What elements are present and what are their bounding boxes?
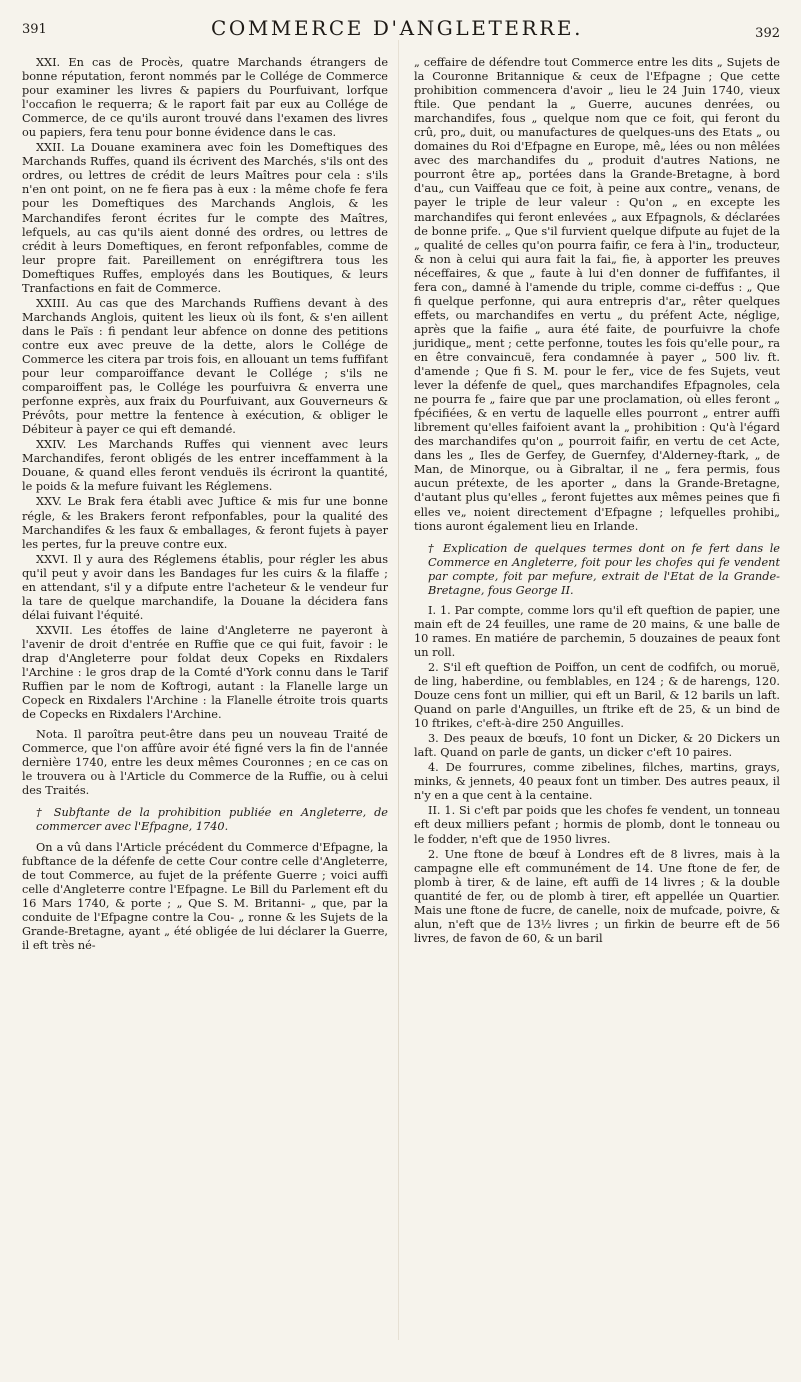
item-i-3: 3. Des peaux de bœufs, 10 font un Dicker, & 20 Dickers un laft. Quand on parle de gants, un dicker c'eft 10 paires.	[414, 732, 780, 760]
article-xxiii: XXIII. Au cas que des Marchands Ruffiens devant à des Marchands Anglois, quitent les lieux où ils font, & s'en aillent dans le Païs : fi pendant leur abfence on donne des petitions contre eux avec preuve de la dette, alors le Collége de Commerce les citera par trois fois, en allouant un tems fuffifant pour leur comparoiffance devant le Collége ; s'ils ne comparoiffent pas, le Collége les pourfuivra & enverra une perfonne exprès, aux fraix du Pourfuivant, aux Gouverneurs & Prévôts, pour mettre la fentence à exécution, & obliger le Débiteur à payer ce qui eft demandé.	[22, 296, 388, 437]
page-number-left: 391	[22, 22, 47, 37]
item-i-1: I. 1. Par compte, comme lors qu'il eft queftion de papier, une main eft de 24 feuilles, une rame de 20 mains, & une balle de 10 rames. En matiére de parchemin, 5 douzaines de peaux font un roll.	[414, 603, 780, 659]
nota-paragraph: Nota. Il paroîtra peut-être dans peu un nouveau Traité de Commerce, que l'on affûre avoir été figné vers la fin de l'année dernière 1740, entre les deux mêmes Couronnes ; en ce cas on le trouvera ou à l'Article du Commerce de la Ruffie, ou à celui des Traités.	[22, 728, 388, 798]
article-xxii: XXII. La Douane examinera avec foin les Domeftiques des Marchands Ruffes, quand ils écrivent des Marchés, s'ils ont des ordres, ou lettres de crédit de leurs Maîtres pour cela : s'ils n'en ont point, on ne fe fiera pas à eux : la même chofe fe fera pour les Domeftiques des Marchands Anglois, & les Marchandifes feront écrites fur le compte des Maîtres, lefquels, au cas qu'ils aient donné des ordres, ou lettres de crédit à leurs Domeftiques, en feront refponfables, comme de leur propre fait. Pareillement on enrégiftrera tous les Domeftiques Ruffes, employés dans les Boutiques, & leurs Tranfactions en fait de Commerce.	[22, 141, 388, 295]
item-i-2: 2. S'il eft queftion de Poiffon, un cent de codfifch, ou moruë, de ling, haberdine, ou femblables, en 124 ; & de harengs, 120. Douze cens font un millier, qui eft un Baril, & 12 barils un laft. Quand on parle d'Anguilles, un ftrike eft de 25, & un bind de 10 ftrikes, c'eft-à-dire 250 Anguilles.	[414, 660, 780, 731]
article-xxiv: XXIV. Les Marchands Ruffes qui viennent avec leurs Marchandifes, feront obligés de les entrer inceffamment à la Douane, & quand elles feront venduës ils écriront la quantité, le poids & la mefure fuivant les Réglemens.	[22, 438, 388, 494]
item-ii-2: 2. Une ftone de bœuf à Londres eft de 8 livres, mais à la campagne elle eft communément de 14. Une ftone de fer, de plomb à tirer, & de laine, eft auffi de 14 livres ; & la double quantité de fer, ou de plomb à tirer, eft appellée un Quartier. Mais une ftone de fucre, de canelle, noix de mufcade, poivre, & alun, n'eft que de 13½ livres ; un firkin de beurre eft de 56 livres, de favon de 60, & un baril	[414, 847, 780, 945]
prohibition-paragraph: On a vû dans l'Article précédent du Commerce d'Efpagne, la fubftance de la défenfe de cette Cour contre celle d'Angleterre, de tout Commerce, au fujet de la préfente Guerre ; voici auffi celle d'Angleterre contre l'Efpagne. Le Bill du Parlement eft du 16 Mars 1740, & porte ; „ Que S. M. Britanni- „ que, par la conduite de l'Efpagne contre la Cou- „ ronne & les Sujets de la Grande-Bretagne, ayant „ été obligée de lui déclarer la Guerre, il eft très né-	[22, 840, 388, 952]
left-column	[22, 56, 388, 954]
right-column	[414, 56, 780, 947]
running-title: COMMERCE D'ANGLETERRE.	[210, 16, 584, 40]
page-gutter	[398, 40, 399, 1340]
section-heading-explication: † Explication de quelques termes dont on fe fert dans le Commerce en Angleterre, foit pour les chofes qui fe vendent par compte, foit par mefure, extrait de l'Etat de la Grande-Bretagne, fous George II.	[428, 541, 780, 597]
item-i-4: 4. De fourrures, comme zibelines, filches, martins, grays, minks, & jennets, 40 peaux font un timber. Des autres peaux, il n'y en a que cent à la centaine.	[414, 761, 780, 803]
article-xxvii: XXVII. Les étoffes de laine d'Angleterre ne payeront à l'avenir de droit d'entrée en Ruffie que ce qui fuit, favoir : le drap d'Angleterre pour foldat deux Copeks en Rixdalers l'Archine : le gros drap de la Comté d'York connu dans le Tarif Ruffien par le nom de Koftrogi, autant : la Flanelle large un Copeck en Rixdalers l'Archine : la Flanelle étroite trois quarts de Copecks en Rixdalers l'Archine.	[22, 623, 388, 722]
item-ii-1: II. 1. Si c'eft par poids que les chofes fe vendent, un tonneau eft deux milliers pefant ; hormis de plomb, dont le tonneau ou le fodder, n'eft que de 1950 livres.	[414, 804, 780, 846]
article-xxv: XXV. Le Brak fera établi avec Juftice & mis fur une bonne régle, & les Brakers feront refponfables, pour la qualité des Marchandifes & les faux & emballages, & feront fujets à payer les pertes, fur la preuve contre eux.	[22, 495, 388, 551]
article-xxi: XXI. En cas de Procès, quatre Marchands étrangers de bonne réputation, feront nommés par le Collége de Commerce pour examiner les livres & papiers du Pourfuivant, lorfque l'occafion le requerra; & le raport fait par eux au Collége de Commerce, de ce qu'ils auront trouvé dans l'examen des livres ou papiers, fera tenu pour bonne évidence dans le cas.	[22, 56, 388, 140]
running-header	[22, 10, 782, 54]
section-heading-prohibition: † Subftante de la prohibition publiée en Angleterre, de commercer avec l'Efpagne, 1740.	[36, 806, 388, 834]
page-number-right: 392	[755, 26, 780, 41]
article-xxvi: XXVI. Il y aura des Réglemens établis, pour régler les abus qu'il peut y avoir dans les Bandages fur les cuirs & la filaffe ; en attendant, s'il y a difpute entre l'acheteur & le vendeur fur la tare de quelque marchandife, la Douane la décidera fans délai fuivant l'équité.	[22, 552, 388, 622]
prohibition-continued: „ ceffaire de défendre tout Commerce entre les dits „ Sujets de la Couronne Britannique & ceux de l'Efpagne ; Que cette prohibition commencera d'avoir „ lieu le 24 Juin 1740, vieux ftile. Que pendant la „ Guerre, aucunes denrées, ou marchandifes, fous „ quelque nom que ce foit, qui feront du crû, pro„ duit, ou manufactures de quelques-uns des Etats „ ou domaines du Roi d'Efpagne en Europe, mê„ lées ou non mêlées avec des marchandifes du „ produit d'autres Nations, ne pourront être ap„ portées dans la Grande-Bretagne, à bord d'au„ cun Vaiffeau que ce foit, à peine aux contre„ venans, de payer le triple de leur valeur : Qu'on „ en excepte les marchandifes qui feront enlevées „ aux Efpagnols, & déclarées de bonne prife. „ Que s'il furvient quelque difpute au fujet de la „ qualité de celles qu'on pourra faifir, ce fera à l'in„ troducteur, & non à celui qui aura fait la fai„ fie, à apporter les preuves néceffaires, & que „ faute à lui d'en donner de fuffifantes, il fera con„ damné à l'amende du triple, comme ci-deffus : „ Que fi quelque perfonne, qui aura entrepris d'ar„ rêter quelques effets, ou marchandifes en vertu „ du préfent Acte, néglige, après que la faifie „ aura été faite, de pourfuivre la chofe juridique„ ment ; cette perfonne, toutes les fois qu'elle pour„ ra en être convaincuë, fera condamnée à payer „ 500 liv. ft. d'amende ; Que fi S. M. pour le fer„ vice de fes Sujets, veut lever la défenfe de quel„ ques marchandifes Efpagnoles, cela ne pourra fe „ faire que par une proclamation, où elles feront „ fpécifiées, & en vertu de laquelle elles pourront „ entrer auffi librement qu'elles faifoient avant la „ prohibition : Qu'à l'égard des marchandifes qu'on „ pourroit faifir, en vertu de cet Acte, dans les „ Iles de Gerfey, de Guernfey, d'Alderney-ftark, „ de Man, de Minorque, ou à Gibraltar, il ne „ fera permis, fous aucun prétexte, de les aporter „ dans la Grande-Bretagne, d'autant plus qu'elles „ feront fujettes aux mêmes peines que fi elles ve„ noient directement d'Efpagne ; lefquelles prohibi„ tions auront également lieu en Irlande.	[414, 56, 780, 533]
